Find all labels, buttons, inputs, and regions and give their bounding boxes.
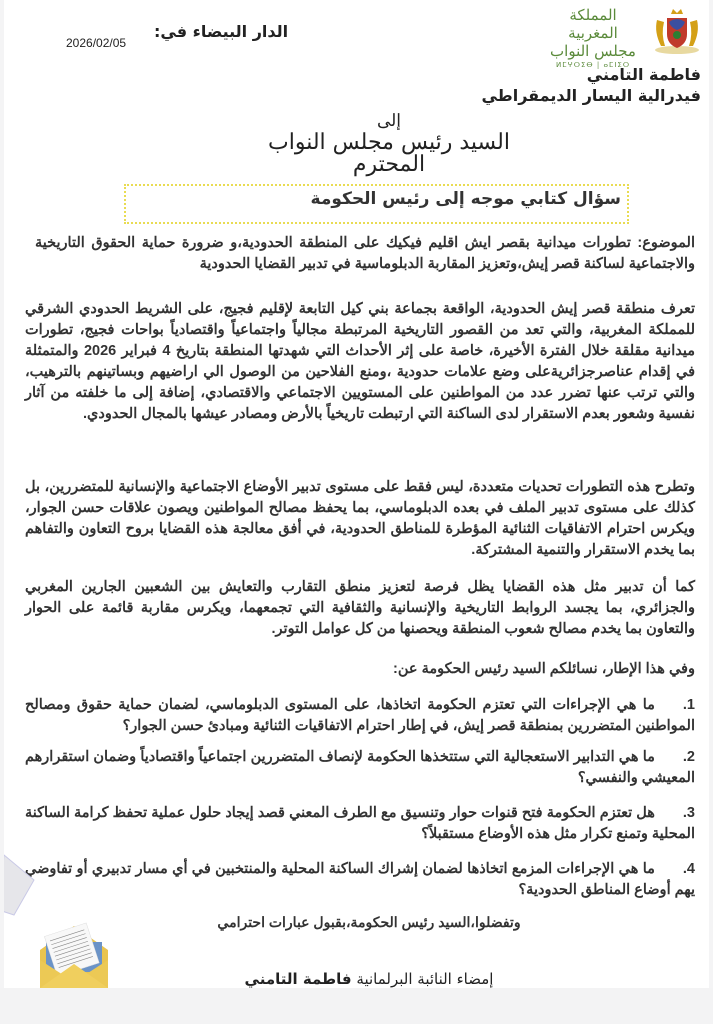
institution-chamber: مجلس النواب	[550, 42, 636, 60]
date: 2026/02/05	[66, 36, 127, 50]
question-number: 1.	[682, 697, 695, 713]
question-title: سؤال كتابي موجه إلى رئيس الحكومة	[310, 189, 621, 209]
body-paragraph-1: تعرف منطقة قصر إيش الحدودية، الواقعة بجماعة بني كيل التابعة لإقليم فجيج، على الشريط الحدودي الشرقي للمملكة المغربية، والتي تعد من القصور التاريخية المرتبطة مجالياً واجتماعياً واقتصادياً بواحات فجيج، تطورات ميدانية مقلقة خلال الفترة الأخيرة، خاصة على إثر الأحداث التي شهدتها المنطقة بتاريخ 4 فبراير 2026 والمتمثلة في إقدام عناصرجزائريةعلى وضع علامات حدودية ،ومنع الفلاحين من الوصول الي اراضيهم وبساتينهم بالترهيب، والتي ترتب عنها تضرر عدد من المواطنين على المستويين الاجتماعي والاقتصادي، إضافة إلى ما خلفته من آثار نفسية وشعور بعدم الاستقرار لدى الساكنة التي ارتبطت تاريخياً بالأرض ومصادر عيشها بالمجال الحدودي.	[25, 301, 695, 422]
author-block	[481, 64, 701, 106]
institution-name: المملكة المغربية	[568, 6, 618, 42]
author-name: فاطمة التامني	[586, 65, 701, 84]
question-item	[25, 803, 695, 845]
questions-intro: وفي هذا الإطار، نسائلكم السيد رئيس الحكومة عن:	[393, 661, 695, 677]
letterhead	[543, 6, 643, 70]
coat-of-arms-icon	[651, 4, 703, 56]
place-label: الدار البيضاء في:	[154, 22, 289, 41]
question-item	[25, 747, 695, 789]
question-text: ما هي الإجراءات التي تعتزم الحكومة اتخاذها، على المستوى الدبلوماسي، لضمان حماية حقوق ومصالح المواطنين المتضررين بمنطقة قصر إيش، في إطار احترام الاتفاقيات الثنائية ومبادئ حسن الجوار؟	[25, 697, 695, 734]
institution-tifinagh: ⵍⵎⵖⵔⵉⴱ | ⴰⵎⵏⵉⵔ	[555, 61, 631, 69]
question-number: 4.	[682, 861, 695, 877]
author-party: فيدرالية اليسار الديمقراطي	[481, 86, 701, 105]
signature-label: إمضاء النائبة البرلمانية	[356, 970, 494, 988]
paper-decoration-icon	[4, 850, 44, 920]
signature-name: فاطمة التامني	[244, 970, 352, 988]
question-text: ما هي التدابير الاستعجالية التي ستتخذها الحكومة لإنصاف المتضررين اجتماعياً واقتصادياً وضمان استقرارهم المعيشي والنفسي؟	[25, 749, 695, 786]
addressee	[244, 110, 534, 176]
question-number: 2.	[682, 749, 695, 765]
question-text: هل تعتزم الحكومة فتح قنوات حوار وتنسيق مع الطرف المعني قصد إيجاد حلول عملية تحفظ كرامة الساكنة المحلية وتمنع تكرار مثل هذه الأوضاع مستقبلاً؟	[25, 805, 695, 842]
question-item	[25, 695, 695, 737]
addressee-to: إلى	[376, 111, 402, 131]
body-paragraph-3: كما أن تدبير مثل هذه القضايا يظل فرصة لتعزيز منطق التقارب والتعايش بين الشعبين الجارين المغربي والجزائري، بما يجسد الروابط التاريخية والإنسانية والثقافية التي تجمعهما، ويكرس مقاربة قائمة على الحوار والتعاون بما يخدم مصالح شعوب المنطقة ويحصنها من كل عوامل التوتر.	[25, 579, 695, 637]
subject: الموضوع: تطورات ميدانية بقصر ايش اقليم فيكيك على المنطقة الحدودية،و ضرورة حماية الحقوق التاريخية والاجتماعية لساكنة قصر إيش،وتعزيز المقاربة الدبلوماسية في تدبير القضايا الحدودية	[35, 235, 695, 272]
envelope-with-letter-icon	[36, 920, 112, 988]
signature	[204, 970, 534, 988]
question-title-box	[124, 184, 629, 224]
question-text: ما هي الإجراءات المزمع اتخاذها لضمان إشراك الساكنة المحلية والمنتخبين في أي مسار تدبيري أو تفاوضي يهم أوضاع المناطق الحدودية؟	[25, 861, 695, 898]
document-page	[4, 0, 709, 988]
page-background	[0, 988, 713, 1024]
addressee-name: السيد رئيس مجلس النواب المحترم	[268, 130, 510, 177]
question-item	[25, 859, 695, 901]
closing-salutation: وتفضلوا،السيد رئيس الحكومة،بقبول عبارات احترامي	[217, 914, 521, 930]
body-paragraph-2: وتطرح هذه التطورات تحديات متعددة، ليس فقط على مستوى تدبير الأوضاع الاجتماعية والإنسانية للمتضررين، بل كذلك على مستوى تدبير الملف في بعده الدبلوماسي، بما يحفظ مصالح المواطنين ويصون علاقات حسن الجوار، ويكرس احترام الاتفاقيات الثنائية المؤطرة للمناطق الحدودية، في أفق معالجة هذه القضايا بروح التعاون والتفاهم بما يخدم الاستقرار والتنمية المشتركة.	[25, 479, 695, 558]
question-number: 3.	[682, 805, 695, 821]
